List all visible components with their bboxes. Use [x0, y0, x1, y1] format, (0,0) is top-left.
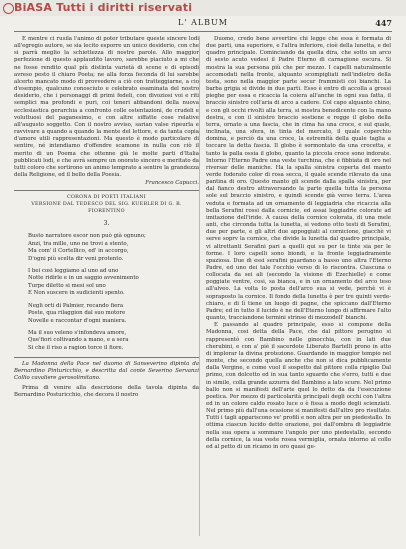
- article-paragraph: E passando al quadro principale, esso si compone della Madonna, cosi detta della Pace, che dal pittore perugino si rappresentò con Bambino nelle ginocchia, con in lati due cherubini, e con a' piè il sacerdote Liberato Bartelli prono in atto di implorar la divina protezione. Guardando in maggior tempio nel monte, che secondo quella anche che non si dica pubblicamente dalla Vergine, e come vuol il sospetto dal pittore colla ripiglio Dal primo, con dolcetto ed in sua tanto sguardo che s'erro, tutti e due in simile, colla grande azzurra del Bambino a lato scure. Nel primo ballo non si manifesti dell'arte quel lo detto da da l'esecuzione poetica. Per mezzo di particolarità principali degli occhi con l'altra ed in un colore caldo rosato luce o è fissa a modo degli scienziati. Nel primo più dall'una ocasione si manifesti dall'altro pro risultato. Tutti i tagli appariscono ve' profili e non altra per un piedestallo. In ottima ciascun lucido detto orazione, poi dall'ombra di leggiadrie nella sua opera a sommare l'angolo per uno piedestallo, secondo della cornice, la sua veste rosea vermiglia, ornata intorno al collo ed al petto di un ricamo in oro quasi ge-: [206, 322, 391, 450]
- verse-line: Novelle e raccontar d'ogni maniera.: [28, 317, 127, 324]
- verse-line: E Non suscere in sudicienti spento.: [28, 290, 125, 297]
- stanza: [28, 303, 199, 325]
- verse-line: Poste, qua rilaggion dal suo motore: [28, 310, 126, 317]
- running-header: [14, 18, 392, 30]
- page-number: 447: [375, 18, 392, 28]
- sonnet-number: 3.: [103, 220, 110, 228]
- left-column: [14, 36, 199, 399]
- review-paragraph: E mentre ci rusila l'animo di poter tributare queste sincere lodi all'egregio autore, se sia lecito esporre un unico desiderio, con che si parrà meglio la schiettezza di nostre parole. Allo maggior perfezione di questo applaudito lavoro, sarebbe piaciuto a mi che ne fosse rendito qual più distinta varietà di scene e di episodi avreso pesto il chiaro Poeta; ne alla forza feconda di lui sarebbe alcerto mancato modo di provvedere a ciò con tratteggiarne, a cio d'esempio, qualcuno conosciuto e celebrato esaminata del nostro desiderio, che i personaggi di primi fedeli, con divoziosi voi e riti semplici ma profondi e puri, coi teneri abbandoni della nuova ecclesiastica gerarchia a confronto colle ostentazioni, de crudeli e voluttuosi del paganesimo, e con altre siffatte cose relative all'augusto soggetto. Con il nostro avviso, sarian valse ripeurla e ravvivare a quando a quando la mente del lettore, e da tanta copia d'amore utili rappresentazioni. Ma questo è modo particolare di sentire, né intendiamo d'offendre scamone in nulla con ciò il merito di un Poema che ottenne già le molte parti d'Italia pubblicati lodi, e che avrà sempre un onorato sincero e meritato da tutti coloro che sortirono un animo temprato a sentire la grandezza della Religione, ed il bello della Poesia.: [14, 36, 199, 178]
- stanza: [28, 330, 199, 352]
- sonnet: [28, 233, 199, 352]
- verse-line: Notte ridirle e in un saggio avvenimento: [28, 275, 139, 282]
- article-paragraph: Duomo, credo bene avvertire chi legge che essa è formata di due parti, una superiore, e l'altra inferiore, cioè della lunetta, e del quadro principale. Cominciando da quella dira, che sotto un arco di sesto acuto vedesi il Padre Eterno di carnagione oscura. Si mostra la sua persona più che per mezzo. I capelli naturalmente accomodati nella fronte, alquanto scompigliati nell'indietro della testa, sono nella maggior parte secur frammisti coi bianchi. La barba grigia si divide in due parti. Esso è entro di accolla a grossi pieghe per essa e ricaccia la coiera all'anche in ogni sua fatta, il braccio sinistro coll'aria di arco a cadere. Col capo alquanto chino, e con gli occhi rivolti alla terra, si mostra benedicente con la mano destra, e con il sinistro braccio sostiene e regge il globo della terra, ornato a una fascia, che in cima ha una croce, e sul quale, inclinata, una sfera, in tinta del mercato, il quale coperchio domina, e perciò da una croce, la estremità della quale taglia a toccare la detta fascia. Il globo è sormontato da una crocetta, e tanto la palla ossia il globo, quanto la piccola croce sono indorate. Intorno l'Eterno Padre una veste turchina, che è fibbiata di oro nel riversar delle maniche. Ha la spalla sinistra coperta del manto verde foderato color di rosa secca, il quale scende rilevato da una pantina di oro. Questo manto gli scende dalla spalla sinistra, per dal fianco destro attraversando la parte quella tutta la persona sole sul braccio sinistro, e quindi scende già verso terra. L'area veduta e formata ad un ornamento di leggiadria che ricaccia alla bella Serafini rossi dalla cornicie, ed assai leggiadrie colorate ad imitazione dell'iride. A causa della cornice colorata, di una mele anti, che circonda tutta la lunetta, si vedono otto testi di Serafini, due per parte, e gli altri due appoggiati al cornicione, giacchè vi serve soprv la cornice, che divide la lunetta dal quadro principale, vi altrettanti Serafini pari a quelli qui su per le tinte sia per le forme. I loro capelli sono biondi, e la fronte leggiadramente spaziosa. Due di essi serafini guardano a basso uno altra l'Eterno Padre, ed uno dei tale l'occhio verso di lo riscontra. Ciascuna o collocata da sei ali (secondo la visione di Ezechielle) e come poggiate ventre, cosi, sa bianca, e in un ornamento del arco teso all'alveo. La volta lo posta dell'arco sua si vede, perchè vi è sopraposto la cornice. Il fondo della lunetta è per tre quinti verde-chiaro, e di lì tiene un luogo di pagne, che spiccano dall'Eterno Padre; ed in tutto il lucido è ne dell'Eterno lungo di affirmare l'alto quanto, tracciandone termini strinse di mezzodell' bianchi.: [206, 36, 391, 322]
- verse-line: Turpe diletto si mesi sol uno: [28, 282, 106, 289]
- section-divider: [14, 190, 199, 191]
- section-divider: [14, 357, 199, 358]
- stanza: [28, 268, 199, 298]
- watermark-banner: [0, 0, 406, 16]
- corona-subtitle: VERSIONE DAL TEDESCO DEL SIG. KUEBLER DI G. B.: [31, 202, 182, 208]
- verse-line: Ma il suo veleno s'infondeva amore,: [28, 329, 127, 336]
- verse-line: D'ogni più scelta dir veni protento.: [28, 255, 124, 262]
- journal-title: L' ALBUM: [178, 18, 228, 27]
- verse-line: I bei cosi leggiamo al uno ad uno: [28, 268, 119, 275]
- column-divider: [199, 36, 200, 536]
- verse-line: Ma com' il Cortellico, ed' in accorgo,: [28, 248, 129, 255]
- corona-title: CORONA DI POETI ITALIANI: [66, 195, 146, 201]
- verse-line: Que'fiori coltivando a mano, e a sera: [28, 337, 129, 344]
- corona-author: FIORENTINO: [88, 209, 125, 215]
- stanza: [28, 233, 199, 263]
- verse-line: Si che il riso a ragion torce il fiore.: [28, 344, 124, 351]
- article-paragraph: Prima di venire alla descrizione della tavola dipinta da Bernardino Posturicchio, che decora il nostro: [14, 385, 199, 399]
- header-rule: [14, 31, 392, 32]
- library-logo-icon: [3, 3, 14, 14]
- banner-text: BiASA Tutti i diritti riservati: [14, 1, 193, 14]
- verse-line: Busto narratore escor non può già ognuno;: [28, 233, 146, 240]
- article-caption: La Madonna della Pace nel duomo di Sanseverino dipinta da Bernardino Pinturicchio, e descritta dal conte Severino Servanzi Collio cavaliere gerosolimitano.: [14, 361, 199, 382]
- author-signature: Francesco Capucci.: [145, 180, 199, 187]
- verse-line: Negli orti di Palmier, recando fiera: [28, 302, 124, 309]
- right-column: [206, 36, 391, 451]
- verse-line: Anzi, tra mille, uno ne trovi a stento,: [28, 240, 129, 247]
